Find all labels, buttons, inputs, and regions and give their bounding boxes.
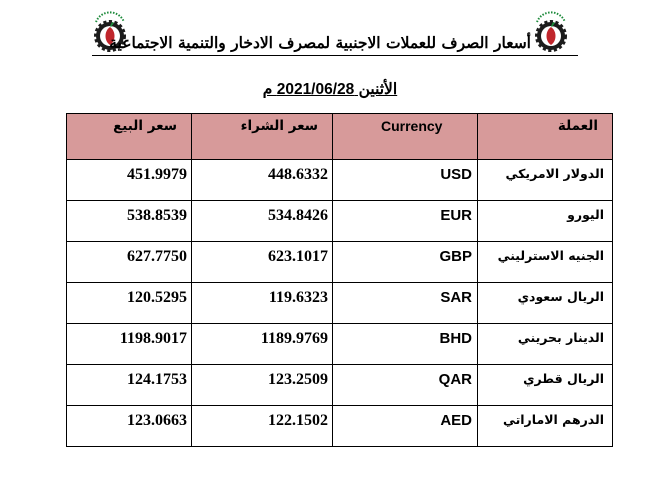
page-title: أسعار الصرف للعملات الاجنبية لمصرف الادخار والتنمية الاجتماعية (109, 33, 531, 52)
table-row (67, 242, 613, 283)
table-header-row (67, 114, 613, 160)
bank-logo-right (532, 10, 570, 54)
title-underline (92, 55, 578, 56)
currency-name-cell: الدينار بحريني (478, 324, 613, 365)
sell-rate-cell: 538.8539 (67, 201, 192, 242)
currency-code-cell: QAR (333, 365, 478, 406)
column-header-sell: سعر البيع (67, 114, 192, 160)
currency-name-cell: الدرهم الاماراتي (478, 406, 613, 447)
buy-rate-cell: 448.6332 (192, 160, 333, 201)
buy-rate-cell: 623.1017 (192, 242, 333, 283)
buy-rate-cell: 1189.9769 (192, 324, 333, 365)
table-row (67, 160, 613, 201)
exchange-rate-table (66, 113, 613, 447)
sell-rate-cell: 124.1753 (67, 365, 192, 406)
currency-name-cell: الريال قطري (478, 365, 613, 406)
buy-rate-cell: 122.1502 (192, 406, 333, 447)
currency-code-cell: AED (333, 406, 478, 447)
sell-rate-cell: 123.0663 (67, 406, 192, 447)
sell-rate-cell: 627.7750 (67, 242, 192, 283)
column-header-currency: Currency (333, 114, 478, 160)
column-header-name: العملة (478, 114, 613, 160)
column-header-buy: سعر الشراء (192, 114, 333, 160)
buy-rate-cell: 123.2509 (192, 365, 333, 406)
currency-name-cell: اليورو (478, 201, 613, 242)
currency-name-cell: الجنيه الاسترليني (478, 242, 613, 283)
table-row (67, 283, 613, 324)
sell-rate-cell: 120.5295 (67, 283, 192, 324)
currency-code-cell: EUR (333, 201, 478, 242)
sell-rate-cell: 451.9979 (67, 160, 192, 201)
sell-rate-cell: 1198.9017 (67, 324, 192, 365)
table-row (67, 365, 613, 406)
currency-name-cell: الدولار الامريكي (478, 160, 613, 201)
currency-code-cell: SAR (333, 283, 478, 324)
currency-code-cell: BHD (333, 324, 478, 365)
date-text: الأثنين 2021/06/28 م (262, 81, 398, 98)
currency-name-cell: الريال سعودي (478, 283, 613, 324)
table-row (67, 201, 613, 242)
table-row (67, 324, 613, 365)
buy-rate-cell: 534.8426 (192, 201, 333, 242)
currency-code-cell: USD (333, 160, 478, 201)
currency-code-cell: GBP (333, 242, 478, 283)
table-row (67, 406, 613, 447)
date-label (230, 80, 430, 99)
buy-rate-cell: 119.6323 (192, 283, 333, 324)
